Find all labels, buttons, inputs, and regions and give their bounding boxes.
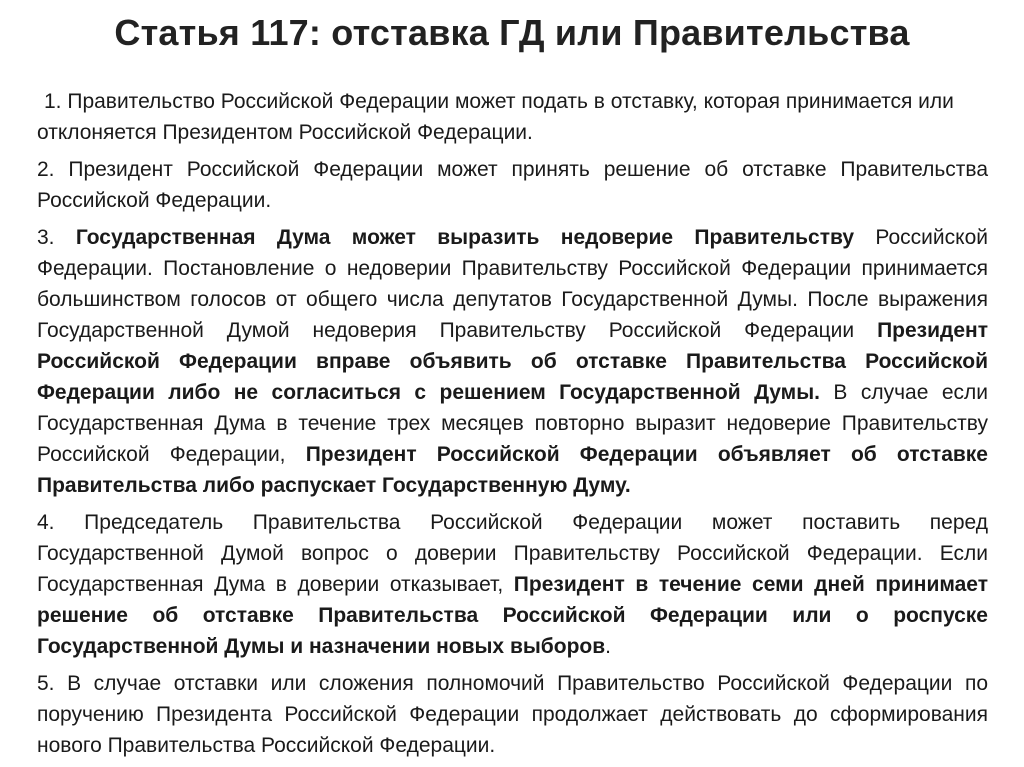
paragraph-1-text: 1. Правительство Российской Федерации может подать в отставку, которая принимается или отклоняется Президентом Российской Федерации. bbox=[37, 90, 954, 144]
article-text bbox=[37, 86, 988, 767]
paragraph-3-bold-a: Государственная Дума может выразить недоверие Правительству bbox=[75, 226, 855, 249]
paragraph-4-text-b: . bbox=[605, 635, 611, 658]
paragraph-4 bbox=[37, 507, 988, 662]
paragraph-2 bbox=[37, 154, 988, 216]
paragraph-4-bold-a: Президент в течение семи дней принимает решение об отставке Правительства Российской Федерации или о роспуске Государственной Думы и назначении новых выборов bbox=[37, 573, 988, 658]
paragraph-3-text-c: В случае если Государственная Дума в течение трех месяцев повторно выразит недоверие Правительству Российской Федерации, bbox=[37, 381, 988, 466]
paragraph-1 bbox=[37, 86, 988, 148]
paragraph-3-text-a: 3. bbox=[37, 226, 76, 249]
paragraph-4-text-a: 4. Председатель Правительства Российской Федерации может поставить перед Государственной Думой вопрос о доверии Правительству Российской Федерации. Если Государственная Дума в доверии отказывает, bbox=[37, 511, 988, 596]
paragraph-2-text: 2. Президент Российской Федерации может принять решение об отставке Правительства Российской Федерации. bbox=[37, 158, 988, 212]
paragraph-3-text-b: Российской Федерации. Постановление о недоверии Правительству Российской Федерации принимается большинством голосов от общего числа депутатов Государственной Думы. После выражения Государственной Думой недоверия Правительству Российской Федерации bbox=[37, 226, 988, 342]
paragraph-3-bold-b: Президент Российской Федерации вправе объявить об отставке Правительства Российской Федерации либо не согласиться с решением Государственной Думы. bbox=[37, 319, 988, 404]
paragraph-5-text: 5. В случае отставки или сложения полномочий Правительство Российской Федерации по поручению Президента Российской Федерации продолжает действовать до сформирования нового Правительства Российской Федерации. bbox=[37, 672, 988, 757]
paragraph-5 bbox=[37, 668, 988, 761]
slide-title: Статья 117: отставка ГД или Правительства bbox=[114, 12, 910, 53]
paragraph-3 bbox=[37, 222, 988, 501]
paragraph-3-bold-c: Президент Российской Федерации объявляет об отставке Правительства либо распускает Государственную Думу. bbox=[37, 443, 988, 497]
